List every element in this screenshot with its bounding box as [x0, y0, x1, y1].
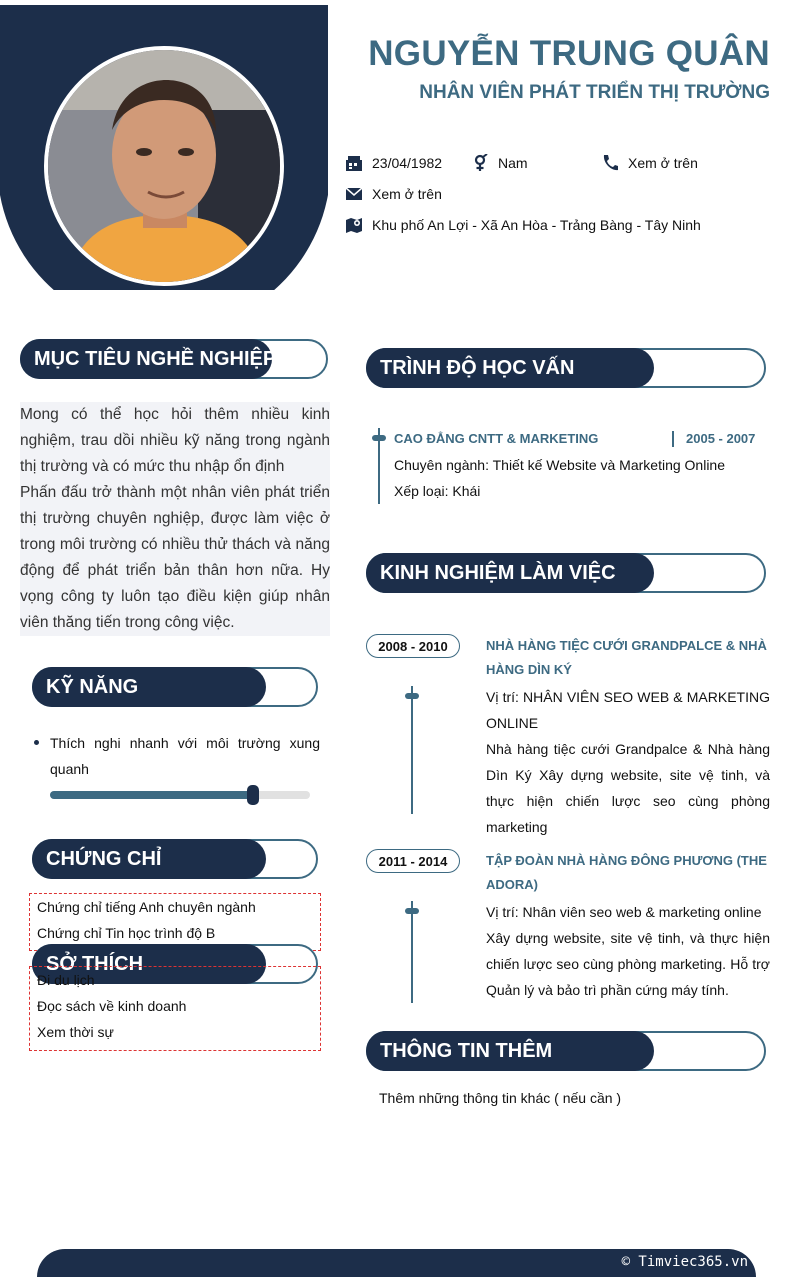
- job-years-badge: 2011 - 2014: [366, 849, 460, 873]
- section-header-certificates: [32, 839, 318, 879]
- job-description: [486, 684, 770, 840]
- job-description-line: Vị trí: NHÂN VIÊN SEO WEB & MARKETING ONLINE: [486, 689, 770, 731]
- objective-paragraph-1: Mong có thể học hỏi thêm nhiều kinh nghiệm, trau dồi nhiều kỹ năng trong ngành thị trường và có mức thu nhập ổn định: [20, 402, 330, 480]
- hobby-item: Xem thời sự: [37, 1024, 114, 1040]
- contact-email: [344, 185, 442, 203]
- calendar-icon: [344, 154, 364, 172]
- gender-icon: [470, 154, 490, 172]
- hobbies-list: [29, 966, 321, 1051]
- section-header-skills: [32, 667, 318, 707]
- section-header-experience: [366, 553, 766, 593]
- objective-paragraph-2: Phấn đấu trở thành một nhân viên phát triển thị trường chuyên nghiệp, được làm việc ở trong môi trường có nhiều thử thách và năng động để phát triển bản thân hơn nữa. Hy vọng công ty luôn tạo điều kiện giúp nhân viên thăng tiến trong công việc.: [20, 480, 330, 636]
- job-description: [486, 899, 770, 1003]
- timeline-dot-icon: [405, 693, 419, 699]
- hobby-item: Đọc sách về kinh doanh: [37, 998, 187, 1014]
- skill-name: Thích nghi nhanh với môi trường xung quanh: [50, 735, 320, 777]
- job-description-line: Xây dựng website, site vệ tinh, và thực hiện chiến lược seo cùng phòng marketing. Hỗ trợ Quản lý và bảo trì phần cứng máy tính.: [486, 930, 770, 998]
- bullet-icon: [34, 740, 39, 745]
- contact-birthday: [344, 154, 442, 172]
- job-description-line: Nhà hàng tiệc cưới Grandpalce & Nhà hàng Dìn Ký Xây dựng website, site vệ tinh, và thực hiện chiến lược seo cùng phòng marketing: [486, 741, 770, 835]
- phone-value: Xem ở trên: [628, 155, 698, 171]
- address-value: Khu phố An Lợi - Xã An Hòa - Trảng Bàng - Tây Ninh: [372, 217, 701, 233]
- timeline-dot-icon: [372, 435, 386, 441]
- timeline-dot-icon: [405, 908, 419, 914]
- certificates-list: [29, 893, 321, 951]
- envelope-icon: [344, 185, 364, 203]
- job-company: NHÀ HÀNG TIỆC CƯỚI GRANDPALCE & NHÀ HÀNG DÌN KÝ: [486, 638, 767, 677]
- contact-phone: [600, 154, 698, 172]
- section-title: KINH NGHIỆM LÀM VIỆC: [366, 553, 654, 593]
- section-header-extra: [366, 1031, 766, 1071]
- candidate-job-title: NHÂN VIÊN PHÁT TRIỂN THỊ TRƯỜNG: [419, 82, 770, 103]
- gender-value: Nam: [498, 155, 528, 171]
- section-title: SỞ THÍCH: [32, 944, 266, 984]
- footer-credit: © Timviec365.vn: [621, 1254, 748, 1270]
- skill-level-bar: [50, 791, 310, 799]
- skill-item: [34, 730, 320, 782]
- contact-address: [344, 216, 701, 234]
- section-header-objective: [20, 339, 328, 379]
- education-major: Chuyên ngành: Thiết kế Website và Marketing Online: [394, 457, 726, 473]
- candidate-name: NGUYỄN TRUNG QUÂN: [368, 34, 770, 73]
- phone-icon: [600, 154, 620, 172]
- section-title: KỸ NĂNG: [32, 667, 266, 707]
- education-grade: Xếp loại: Khái: [394, 483, 481, 499]
- job-entry: [486, 634, 770, 840]
- job-entry: [486, 849, 770, 1003]
- skill-level-fill: [50, 791, 253, 799]
- certificate-item: Chứng chỉ tiếng Anh chuyên ngành: [37, 899, 256, 915]
- contact-gender: [470, 154, 528, 172]
- section-title: TRÌNH ĐỘ HỌC VẤN: [366, 348, 654, 388]
- job-description-line: Vị trí: Nhân viên seo web & marketing online: [486, 904, 762, 920]
- job-timeline-line: [411, 686, 413, 814]
- job-company: TẬP ĐOÀN NHÀ HÀNG ĐÔNG PHƯƠNG (THE ADORA): [486, 853, 767, 892]
- education-divider: [672, 431, 674, 447]
- hobby-item: Đi du lịch: [37, 972, 95, 988]
- section-title: MỤC TIÊU NGHỀ NGHIỆP: [20, 339, 272, 379]
- certificate-item: Chứng chỉ Tin học trình độ B: [37, 925, 216, 941]
- skill-level-knob: [247, 785, 259, 805]
- birthday-value: 23/04/1982: [372, 155, 443, 171]
- section-header-education: [366, 348, 766, 388]
- education-school: CAO ĐẲNG CNTT & MARKETING: [394, 431, 599, 446]
- email-value: Xem ở trên: [372, 186, 442, 202]
- job-years-badge: 2008 - 2010: [366, 634, 460, 658]
- section-title: THÔNG TIN THÊM: [366, 1031, 654, 1071]
- education-years: 2005 - 2007: [686, 431, 756, 446]
- section-title: CHỨNG CHỈ: [32, 839, 266, 879]
- map-pin-icon: [344, 216, 364, 234]
- education-detail: [394, 452, 725, 504]
- job-timeline-line: [411, 901, 413, 1003]
- objective-text: [20, 402, 330, 636]
- avatar: [44, 46, 284, 286]
- extra-info-text: Thêm những thông tin khác ( nếu cần ): [379, 1090, 622, 1106]
